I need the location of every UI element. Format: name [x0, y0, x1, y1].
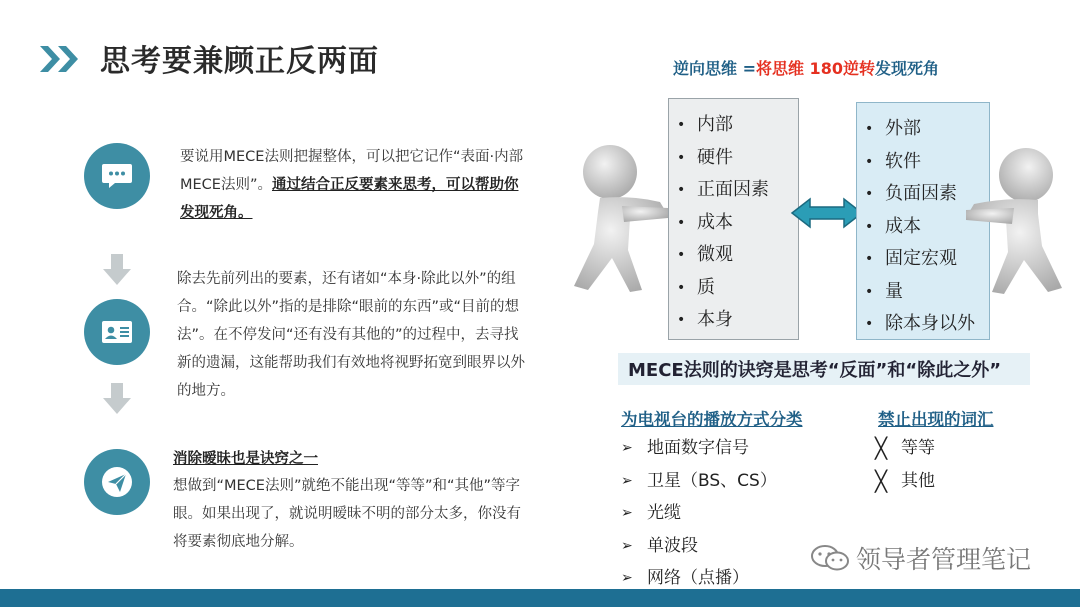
list-item-label: 单波段 [647, 535, 698, 556]
watermark-text: 领导者管理笔记 [856, 545, 1032, 574]
list-item [669, 174, 798, 207]
list-item [875, 432, 1025, 465]
list-item [669, 304, 798, 337]
list-item-label: 光缆 [647, 503, 681, 523]
list-item [857, 113, 989, 146]
list-item-label: 除本身以外 [885, 313, 975, 334]
list-item [669, 109, 798, 142]
pushing-figure-left-icon [560, 140, 672, 295]
title-part-b: 将思维 180逆转 [755, 59, 875, 78]
bullet-icon: • [865, 218, 874, 235]
bullet-icon: • [865, 186, 874, 202]
list-item [857, 308, 989, 341]
list-item [875, 465, 1025, 498]
bottom-bar [0, 589, 1080, 607]
list-item-label: 等等 [901, 438, 935, 458]
list-item-label: 硬件 [697, 146, 733, 168]
list-item [669, 239, 798, 272]
list-item-label: 质 [697, 276, 715, 298]
list-item [621, 432, 841, 465]
list-item-label: 正面因素 [697, 179, 769, 200]
reverse-thinking-title [673, 56, 939, 79]
item-3-text: 想做到“MECE法则”就绝不能出现“等等”和“其他”等字眼。如果出现了，就说明暧昧不明的部分太多，你没有将要素彻底地分解。 [173, 478, 521, 550]
internal-factors-list [669, 109, 798, 337]
bullet-icon: • [865, 251, 874, 267]
broadcast-title: 为电视台的播放方式分类 [621, 410, 803, 429]
arrow-down-icon [102, 383, 132, 415]
list-item-label: 微观 [697, 244, 733, 265]
list-item-label: 成本 [697, 211, 733, 233]
arrow-down-icon [102, 254, 132, 286]
double-arrow-icon [790, 196, 864, 230]
id-card-icon [84, 299, 150, 365]
list-item [669, 142, 798, 175]
list-item [669, 207, 798, 240]
list-item-label: 负面因素 [885, 183, 957, 204]
banned-words-list [875, 432, 1025, 497]
bullet-icon: • [865, 316, 874, 332]
title-part-a: 逆向思维 = [673, 59, 756, 78]
list-item-label: 其他 [901, 470, 935, 491]
list-item-label: 地面数字信号 [647, 438, 749, 458]
double-chevron-right-icon [38, 44, 84, 74]
list-item [621, 497, 841, 530]
item-2-text: 除去先前列出的要素，还有诸如“本身·除此以外”的组合。“除此以外”指的是排除“眼前的东西”或“目前的想法”。在不停发问“还有没有其他的”的过程中，去寻找新的遗漏，这能帮助我们有效地将视野拓宽到眼界以外的地方。 [177, 271, 525, 399]
list-item-label: 软件 [885, 150, 921, 172]
list-item-label: 成本 [885, 215, 921, 237]
mece-tip-banner: MECE法则的诀窍是思考“反面”和“除此之外” [618, 353, 1030, 385]
internal-factors-box [668, 98, 799, 340]
list-item [621, 465, 841, 498]
arrow-bullet-icon: ➢ [621, 505, 633, 521]
arrow-bullet-icon: ➢ [621, 537, 633, 554]
title-part-c: 发现死角 [874, 59, 939, 78]
list-item [669, 272, 798, 305]
bullet-icon: • [677, 214, 686, 231]
list-item-label: 卫星（BS、CS） [647, 470, 777, 491]
list-item-label: 量 [885, 280, 903, 302]
paper-plane-icon [84, 449, 150, 515]
banned-words-title: 禁止出现的词汇 [878, 410, 994, 429]
list-item-label: 固定宏观 [885, 248, 957, 269]
watermark [810, 540, 1031, 576]
bullet-icon: • [677, 279, 686, 296]
bullet-icon: • [677, 149, 686, 166]
arrow-bullet-icon: ➢ [621, 440, 633, 456]
item-1-plain: 要说用MECE法则把握整体，可以把它记作“表面·内部MECE法则”。 [180, 149, 524, 193]
arrow-bullet-icon: ➢ [621, 472, 633, 489]
page-title: 思考要兼顾正反两面 [100, 44, 379, 79]
item-1-emphasis: 通过结合正反要素来思考，可以帮助你发现死角。 [180, 177, 519, 221]
bullet-icon: • [865, 121, 874, 137]
list-item-label: 外部 [885, 118, 921, 139]
bullet-icon: • [677, 312, 686, 328]
list-item [621, 530, 841, 563]
arrow-bullet-icon: ➢ [621, 570, 633, 586]
pushing-figure-right-icon [962, 142, 1074, 297]
list-item-label: 网络（点播） [647, 568, 749, 588]
item-3-subhead: 消除暧昧也是诀窍之一 [173, 451, 318, 467]
cross-icon: ╳ [875, 468, 888, 493]
bullet-icon: • [865, 283, 874, 300]
item-1-text [180, 143, 525, 227]
bullet-icon: • [677, 117, 686, 133]
chat-bubble-icon [84, 143, 150, 209]
cross-icon: ╳ [875, 436, 888, 460]
bullet-icon: • [677, 182, 686, 198]
wechat-icon [810, 544, 850, 572]
bullet-icon: • [865, 153, 874, 170]
list-item-label: 本身 [697, 309, 733, 330]
bullet-icon: • [677, 247, 686, 263]
list-item-label: 内部 [697, 114, 733, 135]
broadcast-list [621, 432, 841, 595]
